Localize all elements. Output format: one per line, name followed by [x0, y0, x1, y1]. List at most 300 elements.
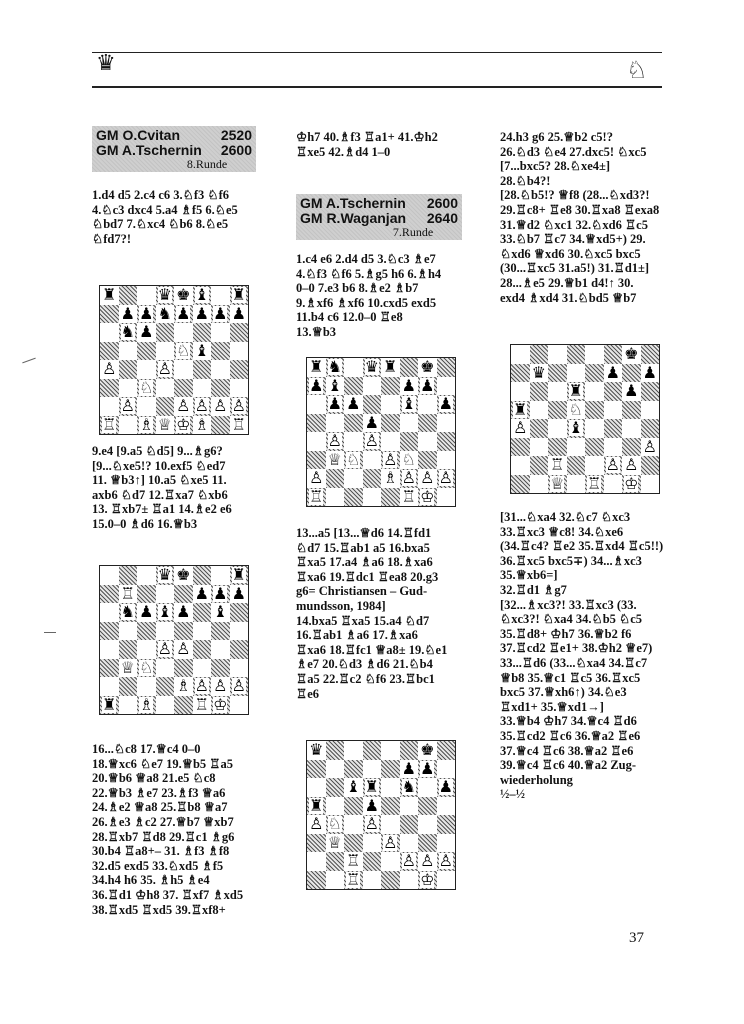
board-square	[418, 760, 437, 779]
board-square	[381, 358, 400, 377]
board-square	[100, 305, 119, 324]
game1-notes1: 9.e4 [9.a5 ♘d5] 9...♗g6? [9...♘xe5!? 10.exf5 ♘ed7 11. ♕b3↑] 10.a5 ♘xe5 11. axb6 ♘d7 12.♖xa7 ♘xb6 13. ♖xb7± ♖a1 14.♗e2 e6 15.0–0 ♗d6 16.♕b3	[92, 444, 232, 531]
board-square	[418, 469, 437, 488]
board-square	[211, 585, 230, 604]
board-square	[381, 741, 400, 760]
board-square	[326, 469, 345, 488]
black-pawn-piece: ♟	[364, 412, 379, 432]
board-square	[418, 834, 437, 853]
board-square	[381, 871, 400, 890]
board-square	[230, 622, 249, 641]
board-square	[100, 379, 119, 398]
white-pawn-piece: ♙	[438, 468, 453, 488]
board-square	[156, 622, 175, 641]
board-square	[604, 345, 623, 364]
board-square	[567, 456, 586, 475]
board-square	[193, 622, 212, 641]
board-square	[174, 379, 193, 398]
board-square	[641, 345, 660, 364]
board-square	[326, 432, 345, 451]
board-square	[174, 342, 193, 361]
board-square	[211, 659, 230, 678]
white-pawn-piece: ♙	[327, 431, 342, 451]
board-square	[326, 414, 345, 433]
board-square	[363, 358, 382, 377]
black-rook-piece: ♜	[383, 357, 398, 377]
board-square	[156, 323, 175, 342]
game2-moves2: 24.h3 g6 25.♕b2 c5!? 26.♘d3 ♘e4 27.dxc5! ♘xc5 [7...bxc5? 28.♘xe4±] 28.♘b4?! [28.♘b5!? ♕f8 (28...♘xd3?! 29.♖c8+ ♖e8 30.♖xa8 ♖exa8 31.♕d2 ♘xc1 32.♘xd6 ♖c5 33.♘b7 ♖c7 34.♕xd5+) 29. ♘xd6 ♕xd6 30.♘xc5 bxc5 (30...♖xc5 31.a5!) 31.♖d1±] 28...♗e5 29.♕b1 d4!↑ 30. exd4 ♗xd4 31.♘bd5 ♕b7	[500, 130, 660, 305]
board-square	[511, 401, 530, 420]
board-square	[604, 419, 623, 438]
board-square	[622, 419, 641, 438]
white-pawn-piece: ♙	[383, 832, 398, 852]
board-square	[326, 760, 345, 779]
board-square	[363, 760, 382, 779]
board-square	[400, 834, 419, 853]
board-square	[119, 696, 138, 715]
board-square	[230, 677, 249, 696]
black-pawn-piece: ♟	[438, 394, 453, 414]
board-square	[211, 677, 230, 696]
board-square	[326, 871, 345, 890]
board-square	[381, 432, 400, 451]
board-square	[381, 778, 400, 797]
board-square	[418, 815, 437, 834]
board-square	[230, 397, 249, 416]
board-square	[156, 360, 175, 379]
board-square	[174, 622, 193, 641]
board-square	[100, 696, 119, 715]
black-king-piece: ♚	[624, 344, 639, 364]
black-pawn-piece: ♟	[624, 381, 639, 401]
board-square	[418, 852, 437, 871]
board-square	[230, 659, 249, 678]
board-square	[363, 834, 382, 853]
board-square	[530, 364, 549, 383]
white-queen-piece: ♕	[120, 657, 135, 677]
board-square	[363, 395, 382, 414]
black-knight-piece: ♞	[120, 322, 135, 342]
chess-diagram-3	[306, 357, 456, 507]
board-square	[622, 401, 641, 420]
game1-white-elo: 2520	[220, 127, 252, 143]
black-rook-piece: ♜	[309, 357, 324, 377]
white-knight-piece: ♘	[176, 340, 191, 360]
board-square	[344, 871, 363, 890]
board-square	[437, 432, 456, 451]
black-pawn-piece: ♟	[401, 758, 416, 778]
board-square	[604, 401, 623, 420]
board-square	[307, 377, 326, 396]
board-square	[307, 834, 326, 853]
board-square	[100, 566, 119, 585]
board-square	[381, 451, 400, 470]
game2-moves1: 1.c4 e6 2.d4 d5 3.♘c3 ♗e7 4.♘f3 ♘f6 5.♗g5 h6 6.♗h4 0–0 7.e3 b6 8.♗e2 ♗b7 9.♗xf6 ♗xf6 10.cxd5 exd5 11.b4 c6 12.0–0 ♖e8 13.♕b3	[296, 252, 442, 339]
black-pawn-piece: ♟	[309, 375, 324, 395]
black-pawn-piece: ♟	[120, 303, 135, 323]
board-square	[604, 364, 623, 383]
board-square	[307, 815, 326, 834]
black-queen-piece: ♛	[364, 357, 379, 377]
black-pawn-piece: ♟	[139, 303, 154, 323]
black-rook-piece: ♜	[102, 694, 117, 714]
board-square	[137, 397, 156, 416]
board-square	[363, 797, 382, 816]
board-square	[156, 342, 175, 361]
white-pawn-piece: ♙	[194, 676, 209, 696]
board-square	[437, 871, 456, 890]
board-square	[511, 438, 530, 457]
board-square	[193, 416, 212, 435]
board-square	[100, 286, 119, 305]
board-square	[548, 419, 567, 438]
black-queen-piece: ♛	[309, 740, 324, 760]
board-square	[326, 778, 345, 797]
board-square	[381, 377, 400, 396]
board-square	[511, 475, 530, 494]
black-bishop-piece: ♝	[401, 394, 416, 414]
board-square	[437, 488, 456, 507]
board-square	[418, 395, 437, 414]
board-square	[307, 871, 326, 890]
black-pawn-piece: ♟	[420, 375, 435, 395]
board-square	[344, 760, 363, 779]
black-rook-piece: ♜	[231, 285, 246, 305]
board-square	[641, 456, 660, 475]
board-square	[137, 603, 156, 622]
board-square	[604, 475, 623, 494]
black-king-piece: ♚	[420, 357, 435, 377]
board-square	[344, 451, 363, 470]
chess-queen-icon: ♛	[96, 50, 116, 75]
board-square	[156, 677, 175, 696]
board-square	[100, 416, 119, 435]
white-rook-piece: ♖	[401, 486, 416, 506]
board-square	[326, 741, 345, 760]
board-square	[548, 438, 567, 457]
board-square	[437, 760, 456, 779]
board-square	[193, 659, 212, 678]
board-square	[381, 469, 400, 488]
white-pawn-piece: ♙	[309, 814, 324, 834]
white-knight-piece: ♘	[568, 399, 583, 419]
board-square	[156, 603, 175, 622]
board-square	[119, 379, 138, 398]
board-square	[418, 358, 437, 377]
board-square	[622, 438, 641, 457]
black-pawn-piece: ♟	[194, 583, 209, 603]
game2-round: 7.Runde	[392, 225, 434, 239]
black-bishop-piece: ♝	[327, 375, 342, 395]
black-pawn-piece: ♟	[346, 394, 361, 414]
board-square	[307, 451, 326, 470]
board-square	[567, 382, 586, 401]
white-queen-piece: ♕	[327, 449, 342, 469]
board-square	[511, 456, 530, 475]
board-square	[119, 323, 138, 342]
board-square	[230, 696, 249, 715]
board-square	[641, 475, 660, 494]
board-square	[174, 360, 193, 379]
board-square	[363, 815, 382, 834]
white-knight-piece: ♘	[401, 449, 416, 469]
board-square	[530, 456, 549, 475]
board-square	[381, 760, 400, 779]
board-square	[344, 414, 363, 433]
black-knight-piece: ♞	[327, 357, 342, 377]
white-queen-piece: ♕	[157, 414, 172, 434]
board-square	[418, 451, 437, 470]
white-king-piece: ♔	[176, 414, 191, 434]
board-square	[604, 456, 623, 475]
board-square	[174, 659, 193, 678]
board-square	[437, 741, 456, 760]
board-square	[530, 419, 549, 438]
board-square	[174, 416, 193, 435]
board-square	[193, 286, 212, 305]
game1-round: 8.Runde	[186, 157, 228, 171]
board-square	[211, 342, 230, 361]
board-square	[437, 852, 456, 871]
board-square	[548, 475, 567, 494]
board-square	[437, 834, 456, 853]
board-square	[400, 797, 419, 816]
board-square	[100, 659, 119, 678]
white-king-piece: ♔	[420, 486, 435, 506]
board-square	[137, 360, 156, 379]
board-square	[119, 286, 138, 305]
white-king-piece: ♔	[213, 694, 228, 714]
board-square	[211, 286, 230, 305]
board-square	[193, 323, 212, 342]
board-square	[307, 741, 326, 760]
black-rook-piece: ♜	[513, 399, 528, 419]
black-king-piece: ♚	[420, 740, 435, 760]
board-square	[156, 640, 175, 659]
board-square	[585, 438, 604, 457]
board-square	[641, 382, 660, 401]
board-square	[363, 488, 382, 507]
black-rook-piece: ♜	[102, 285, 117, 305]
game2-white-elo: 2600	[426, 195, 458, 211]
board-square	[418, 871, 437, 890]
game1-notes2: 16...♘c8 17.♕c4 0–0 18.♕xc6 ♘e7 19.♕b5 ♖a5 20.♕b6 ♕a8 21.e5 ♘c8 22.♕b3 ♗e7 23.♗f3 ♕a6 24.♗e2 ♕a8 25.♖b8 ♕a7 26.♗e3 ♗c2 27.♕b7 ♕xb7 28.♖xb7 ♖d8 29.♖c1 ♗g6 30.b4 ♖a8+– 31. ♗f3 ♗f8 32.d5 exd5 33.♘xd5 ♗f5 34.h4 h6 35. ♗h5 ♗e4 36.♖d1 ♔h8 37. ♖xf7 ♗xd5 38.♖xd5 ♖xd5 39.♖xf8+	[92, 742, 244, 917]
chess-diagram-5	[510, 344, 660, 494]
game2-white: GM A.Tschernin	[300, 195, 406, 211]
board-square	[548, 456, 567, 475]
board-square	[156, 566, 175, 585]
game1-black-elo: 2600	[220, 142, 252, 158]
board-square	[156, 585, 175, 604]
board-square	[344, 358, 363, 377]
board-square	[585, 364, 604, 383]
board-square	[622, 456, 641, 475]
board-square	[326, 451, 345, 470]
black-pawn-piece: ♟	[139, 602, 154, 622]
board-square	[100, 360, 119, 379]
black-bishop-piece: ♝	[194, 285, 209, 305]
white-rook-piece: ♖	[102, 414, 117, 434]
black-pawn-piece: ♟	[420, 758, 435, 778]
board-square	[119, 566, 138, 585]
black-pawn-piece: ♟	[231, 303, 246, 323]
board-square	[100, 323, 119, 342]
black-pawn-piece: ♟	[401, 375, 416, 395]
board-square	[418, 778, 437, 797]
board-square	[344, 432, 363, 451]
board-square	[326, 815, 345, 834]
board-square	[585, 456, 604, 475]
board-square	[230, 360, 249, 379]
board-square	[511, 364, 530, 383]
black-pawn-piece: ♟	[176, 602, 191, 622]
black-pawn-piece: ♟	[364, 795, 379, 815]
board-square	[344, 488, 363, 507]
black-pawn-piece: ♟	[642, 362, 657, 382]
black-pawn-piece: ♟	[176, 303, 191, 323]
black-pawn-piece: ♟	[438, 777, 453, 797]
board-square	[193, 677, 212, 696]
game2-black: GM R.Waganjan	[300, 210, 407, 226]
board-square	[530, 401, 549, 420]
board-square	[363, 469, 382, 488]
board-square	[604, 382, 623, 401]
board-square	[119, 603, 138, 622]
white-king-piece: ♔	[420, 869, 435, 889]
white-pawn-piece: ♙	[194, 396, 209, 416]
board-square	[137, 677, 156, 696]
board-square	[137, 416, 156, 435]
board-square	[230, 603, 249, 622]
board-square	[418, 414, 437, 433]
chess-diagram-1	[99, 285, 249, 435]
board-square	[400, 377, 419, 396]
board-square	[418, 488, 437, 507]
board-square	[100, 622, 119, 641]
board-square	[307, 852, 326, 871]
white-pawn-piece: ♙	[157, 359, 172, 379]
game1-end: ♔h7 40.♗f3 ♖a1+ 41.♔h2 ♖xe5 42.♗d4 1–0	[296, 130, 438, 159]
board-square	[174, 397, 193, 416]
board-square	[641, 401, 660, 420]
board-square	[211, 397, 230, 416]
board-square	[530, 475, 549, 494]
board-square	[437, 377, 456, 396]
board-square	[641, 364, 660, 383]
board-square	[548, 382, 567, 401]
board-square	[363, 778, 382, 797]
board-square	[137, 305, 156, 324]
white-pawn-piece: ♙	[231, 676, 246, 696]
board-square	[230, 286, 249, 305]
board-square	[622, 382, 641, 401]
board-square	[548, 364, 567, 383]
white-knight-piece: ♘	[346, 449, 361, 469]
board-square	[400, 414, 419, 433]
board-square	[344, 834, 363, 853]
board-square	[193, 585, 212, 604]
board-square	[119, 305, 138, 324]
black-queen-piece: ♛	[157, 285, 172, 305]
board-square	[511, 419, 530, 438]
white-pawn-piece: ♙	[102, 359, 117, 379]
board-square	[585, 419, 604, 438]
board-square	[211, 696, 230, 715]
black-king-piece: ♚	[176, 285, 191, 305]
board-square	[156, 305, 175, 324]
board-square	[344, 741, 363, 760]
white-pawn-piece: ♙	[364, 431, 379, 451]
board-square	[567, 419, 586, 438]
black-pawn-piece: ♟	[213, 303, 228, 323]
white-rook-piece: ♖	[194, 694, 209, 714]
board-square	[567, 475, 586, 494]
black-pawn-piece: ♟	[194, 303, 209, 323]
board-square	[156, 696, 175, 715]
white-pawn-piece: ♙	[420, 851, 435, 871]
board-square	[567, 345, 586, 364]
board-square	[585, 382, 604, 401]
board-square	[622, 475, 641, 494]
board-square	[326, 395, 345, 414]
white-pawn-piece: ♙	[213, 676, 228, 696]
board-square	[119, 585, 138, 604]
board-square	[119, 397, 138, 416]
chess-diagram-4	[306, 740, 456, 890]
board-square	[137, 342, 156, 361]
board-square	[119, 360, 138, 379]
white-pawn-piece: ♙	[120, 396, 135, 416]
board-square	[585, 345, 604, 364]
board-square	[230, 585, 249, 604]
black-rook-piece: ♜	[309, 795, 324, 815]
board-square	[119, 342, 138, 361]
board-square	[622, 345, 641, 364]
board-square	[137, 622, 156, 641]
white-queen-piece: ♕	[550, 473, 565, 493]
board-square	[567, 401, 586, 420]
board-square	[307, 432, 326, 451]
white-queen-piece: ♕	[327, 832, 342, 852]
board-square	[156, 379, 175, 398]
white-pawn-piece: ♙	[213, 396, 228, 416]
black-pawn-piece: ♟	[231, 583, 246, 603]
black-pawn-piece: ♟	[139, 322, 154, 342]
white-bishop-piece: ♗	[383, 468, 398, 488]
board-square	[437, 815, 456, 834]
white-rook-piece: ♖	[231, 414, 246, 434]
board-square	[174, 286, 193, 305]
board-square	[119, 622, 138, 641]
white-pawn-piece: ♙	[364, 814, 379, 834]
board-square	[230, 323, 249, 342]
board-square	[307, 797, 326, 816]
board-square	[137, 323, 156, 342]
board-square	[156, 659, 175, 678]
black-bishop-piece: ♝	[194, 340, 209, 360]
black-pawn-piece: ♟	[213, 583, 228, 603]
board-square	[230, 416, 249, 435]
board-square	[363, 414, 382, 433]
chess-knight-icon: ♘	[626, 58, 648, 84]
board-square	[381, 395, 400, 414]
black-knight-piece: ♞	[401, 777, 416, 797]
board-square	[100, 603, 119, 622]
white-pawn-piece: ♙	[642, 436, 657, 456]
chess-diagram-2	[99, 565, 249, 715]
white-rook-piece: ♖	[550, 455, 565, 475]
board-square	[307, 469, 326, 488]
